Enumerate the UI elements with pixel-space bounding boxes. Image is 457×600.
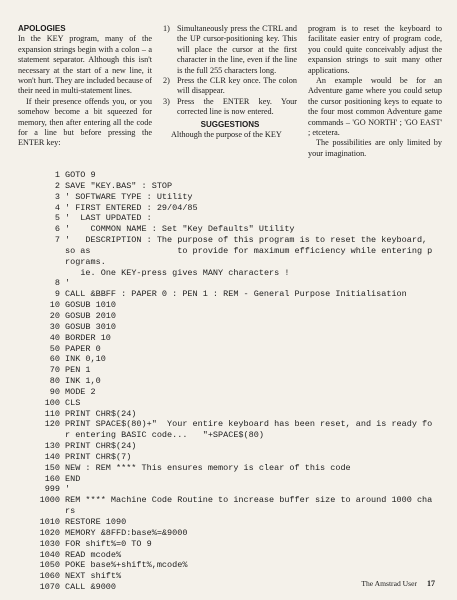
code-line (34, 376, 444, 387)
code-line (34, 354, 444, 365)
page-footer (361, 579, 435, 588)
code-line (34, 517, 444, 528)
line-number: 160 (44, 473, 60, 484)
code-text: MODE 2 (65, 386, 96, 397)
code-line (34, 474, 444, 485)
code-text: RESTORE 1090 (65, 517, 127, 527)
code-line (34, 235, 444, 278)
basic-program-listing (34, 170, 444, 593)
article-columns (18, 24, 442, 159)
line-number: 70 (49, 365, 60, 376)
code-text: ' FIRST ENTERED : 29/04/85 (65, 202, 198, 213)
code-text: FOR shift%=0 TO 9 (65, 538, 152, 549)
line-number: 1 (54, 170, 60, 180)
apologies-paragraph-1: In the KEY program, many of the expansion strings begin with a colon – a statement separator. Although this isn't necessary at the start of a new line, it won't hurt. They are included because of their need in multi-statement lines. (18, 34, 152, 96)
line-number: 1060 (39, 571, 60, 582)
code-text: INK 1,0 (65, 376, 101, 387)
page-number: 17 (427, 579, 435, 588)
line-number: 1070 (39, 582, 60, 593)
suggestions-paragraph-3: An example would be for an Adventure game where you could setup the cursor positioning keys to equate to the four most common Adventure game commands – 'GO NORTH' ; 'GO EAST' ; etcetera. (308, 76, 442, 138)
line-number: 1000 (39, 495, 60, 506)
code-line (34, 495, 444, 517)
code-text: SAVE "KEY.BAS" : STOP (65, 180, 173, 191)
code-text: ' DESCRIPTION : The purpose of this program is to reset the keyboard, so as to provide for maximum efficiency while entering programs. ie. One KEY-press gives MANY characters ! (65, 235, 433, 278)
line-number: 5 (54, 213, 60, 224)
code-text: PRINT SPACE$(80)+" Your entire keyboard has been reset, and is ready for entering BASIC code... "+SPACE$(80) (65, 419, 433, 441)
code-text: CALL &9000 (65, 582, 117, 593)
line-number: 9 (54, 289, 60, 300)
step-number: 3) (163, 96, 170, 106)
apologies-heading: APOLOGIES (18, 24, 66, 33)
line-number: 40 (49, 332, 60, 343)
code-line (34, 322, 444, 333)
code-line (34, 398, 444, 409)
line-number: 120 (44, 419, 60, 430)
code-text: PRINT CHR$(24) (65, 441, 137, 452)
apologies-paragraph-2: If their presence offends you, or you somehow become a bit squeezed for memory, then after entering all the code for a line but before pressing the ENTER key: (18, 96, 152, 148)
line-number: 1010 (39, 517, 60, 527)
code-text: PRINT CHR$(7) (65, 451, 132, 462)
code-text: ' SOFTWARE TYPE : Utility (65, 191, 193, 202)
code-line (34, 278, 444, 289)
code-text: GOSUB 2010 (65, 310, 117, 321)
code-line (34, 300, 444, 311)
code-line (34, 463, 444, 474)
magazine-name: The Amstrad User (361, 579, 417, 588)
code-text: MEMORY &8FFD:base%=&9000 (65, 527, 188, 538)
step-number: 1) (163, 24, 170, 33)
line-number: 1030 (39, 538, 60, 549)
line-number: 7 (54, 235, 60, 246)
line-number: 10 (49, 300, 60, 311)
steps-list (163, 24, 297, 118)
code-text: END (65, 473, 81, 484)
code-text: CALL &BBFF : PAPER 0 : PEN 1 : REM - General Purpose Initialisation (65, 289, 407, 300)
code-line (34, 528, 444, 539)
code-line (34, 550, 444, 561)
column-2 (163, 24, 297, 159)
line-number: 110 (44, 408, 60, 419)
code-line (34, 344, 444, 355)
code-line (34, 181, 444, 192)
line-number: 30 (49, 321, 60, 332)
code-text: PRINT CHR$(24) (65, 408, 137, 419)
column-1 (18, 24, 152, 159)
step-text: Press the ENTER key. Your corrected line is now entered. (177, 96, 297, 117)
code-text: ' (65, 484, 71, 495)
code-text: CLS (65, 397, 81, 408)
code-text: POKE base%+shift%,mcode% (65, 560, 188, 571)
code-line (34, 289, 444, 300)
step-item (163, 76, 297, 97)
step-text: Simultaneously press the CTRL and the UP cursor-positioning key. This will place the cursor at the first character in the line, even if the line is the full 255 characters long. (177, 24, 297, 75)
code-line (34, 311, 444, 322)
code-text: GOTO 9 (65, 170, 96, 180)
code-text: GOSUB 3010 (65, 321, 117, 332)
line-number: 8 (54, 278, 60, 289)
step-number: 2) (163, 76, 170, 86)
suggestions-paragraph-1: Although the purpose of the KEY (171, 130, 282, 140)
code-text: REM **** Machine Code Routine to increase buffer size to around 1000 chars (65, 495, 433, 517)
line-number: 4 (54, 202, 60, 213)
step-item (163, 97, 297, 118)
code-line (34, 452, 444, 463)
line-number: 1020 (39, 527, 60, 538)
line-number: 150 (44, 462, 60, 473)
code-text: BORDER 10 (65, 332, 111, 343)
code-text: GOSUB 1010 (65, 300, 117, 311)
column-3 (308, 24, 442, 159)
code-text: NEXT shift% (65, 571, 122, 582)
line-number: 999 (44, 484, 60, 495)
line-number: 130 (44, 441, 60, 452)
code-line (34, 192, 444, 203)
code-line (34, 213, 444, 224)
line-number: 100 (44, 397, 60, 408)
code-line (34, 224, 444, 235)
code-line (34, 170, 444, 181)
suggestions-heading: SUGGESTIONS (200, 119, 260, 129)
code-line (34, 365, 444, 376)
suggestions-paragraph-4: The possibilities are only limited by your imagination. (308, 138, 442, 158)
code-line (34, 484, 444, 495)
suggestions-paragraph-2: program is to reset the keyboard to facilitate easier entry of program code, you could quite conceivably adjust the expansion strings to suit many other applications. (308, 24, 442, 75)
line-number: 6 (54, 224, 60, 235)
step-text: Press the CLR key once. The colon will disappear. (177, 76, 297, 96)
code-line (34, 539, 444, 550)
code-text: ' (65, 278, 71, 289)
line-number: 3 (54, 191, 60, 202)
code-line (34, 419, 444, 441)
line-number: 140 (44, 451, 60, 462)
line-number: 60 (49, 354, 60, 365)
code-text: NEW : REM **** This ensures memory is clear of this code (65, 462, 351, 473)
step-item (163, 24, 297, 76)
line-number: 1040 (39, 549, 60, 560)
code-text: ' COMMON NAME : Set "Key Defaults" Utility (65, 224, 295, 235)
code-text: PAPER 0 (65, 343, 101, 354)
code-text: READ mcode% (65, 549, 122, 560)
line-number: 1050 (39, 560, 60, 571)
code-line (34, 409, 444, 420)
line-number: 20 (49, 310, 60, 321)
code-text: PEN 1 (65, 365, 91, 376)
code-text: INK 0,10 (65, 354, 106, 365)
code-line (34, 560, 444, 571)
code-line (34, 387, 444, 398)
code-text: ' LAST UPDATED : (65, 213, 152, 224)
code-line (34, 333, 444, 344)
line-number: 80 (49, 376, 60, 387)
line-number: 90 (49, 386, 60, 397)
line-number: 50 (49, 343, 60, 354)
code-line (34, 441, 444, 452)
line-number: 2 (54, 180, 60, 191)
code-line (34, 203, 444, 214)
